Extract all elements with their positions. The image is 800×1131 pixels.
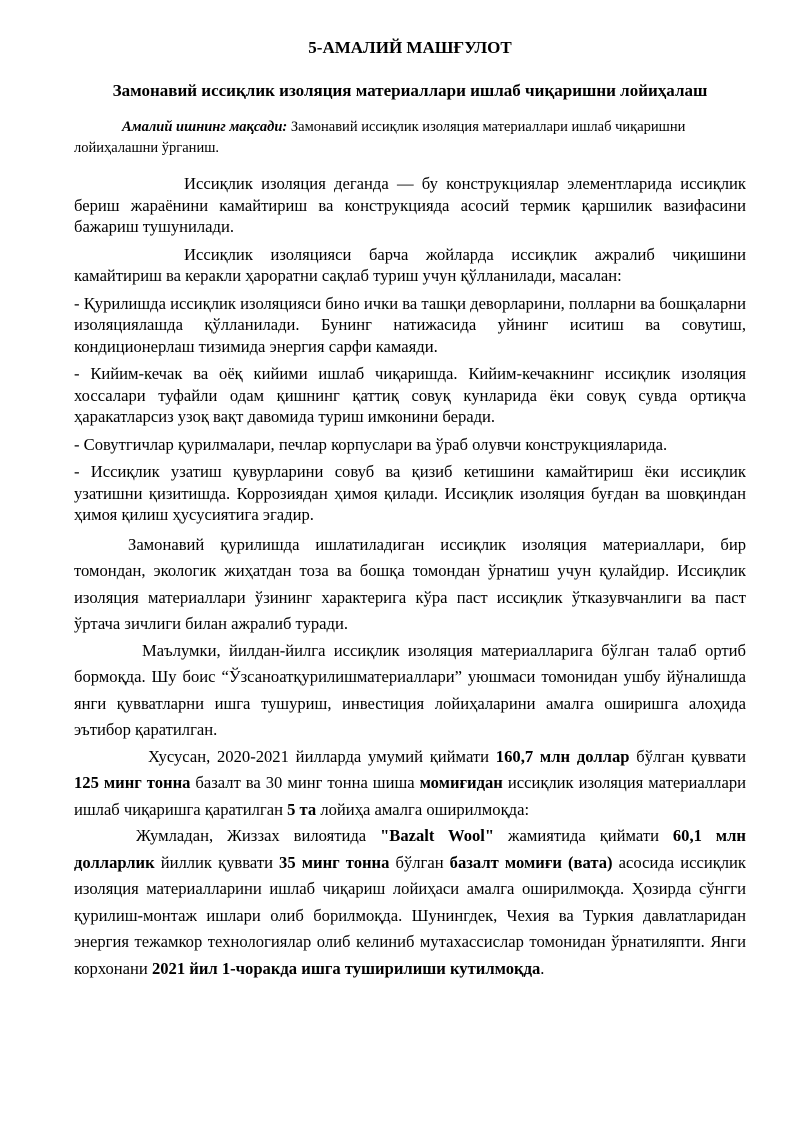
purpose-text: Замонавий иссиқлик изоляция материаллари ишлаб чиқаришни лойиҳалашни ўрганиш.	[74, 119, 686, 156]
page-subtitle: Замонавий иссиқлик изоляция материаллари ишлаб чиқаришни лойиҳалаш	[112, 81, 708, 100]
text-run: асосида иссиқлик изоляция материалларини ишлаб чиқариш лойиҳаси амалга оширилмоқда. Ҳозирда сўнгги қурилиш-монтаж ишлари олиб борилмоқда. Шунингдек, Чехия ва Туркия давлатларидан энергия тежамкор технологиялар олиб келиниб мутахассислар томонидан ўрнатиляпти. Янги корхонани	[74, 852, 746, 978]
text-run: базалт ва 30 минг тонна шиша	[190, 773, 420, 792]
purpose-line	[74, 117, 746, 159]
text-run: иссиқлик изоляция материаллари ишлаб чиқаришга қаратилган	[74, 773, 747, 819]
paragraph-usage: Иссиқлик изоляцияси барча жойларда иссиқлик ажралиб чиқишини камайтириш ва керакли ҳароратни сақлаб туриш учун қўлланилади, масалан:	[74, 244, 746, 285]
paragraph-bazalt-wool	[74, 823, 746, 982]
text-run: бўлган қуввати	[629, 746, 746, 766]
bold-run: 125 минг тонна	[74, 773, 191, 792]
text-run: йиллик қуввати	[154, 852, 280, 872]
purpose-label: Амалий ишнинг мақсади:	[122, 119, 288, 135]
bold-run: момиғидан	[419, 773, 503, 792]
bold-run: 2021 йил 1-чоракда ишга туширилиши кутилмоқда	[151, 958, 541, 978]
bold-run: 35 минг тонна	[279, 852, 390, 872]
text-run: лойиҳа амалга оширилмоқда:	[316, 799, 530, 819]
paragraph-demand: Маълумки, йилдан-йилга иссиқлик изоляция материалларига бўлган талаб ортиб бормоқда. Шу боис “Ўзсаноатқурилишматериаллари” уюшмаси томонидан ушбу йўналишда янги қувватларни ишга тушуриш, инвестиция лойиҳаларини амалга оширишга алоҳида эътибор қаратилган.	[74, 640, 746, 739]
bold-run: 160,7 млн доллар	[495, 746, 630, 766]
bold-run: 5 та	[287, 799, 317, 819]
text-run: Жумладан, Жиззах вилоятида	[136, 826, 381, 845]
list-item-clothing: - Кийим-кечак ва оёқ кийими ишлаб чиқаришда. Кийим-кечакнинг иссиқлик изоляция хоссалари туфайли одам қишнинг қаттиқ совуқ кунларида ёки совуқ сувда ортиқча ҳаракатларсиз узоқ вақт давомида туриш имконини беради.	[74, 364, 746, 426]
bold-run: базалт момиғи (вата)	[449, 852, 613, 872]
text-run: .	[540, 958, 545, 978]
bold-run: 60,1 млн долларлик	[74, 826, 746, 872]
list-item-refrigerators: - Совутгичлар қурилмалари, печлар корпуслари ва ўраб олувчи конструкцияларида.	[74, 434, 668, 454]
bold-run: "Bazalt Wool"	[380, 826, 495, 845]
list-item-pipes: - Иссиқлик узатиш қувурларини совуб ва қизиб кетишини камайтириш ёки иссиқлик узатишни қизитишда. Коррозиядан ҳимоя қилади. Иссиқлик изоляция буғдан ва шовқиндан ҳимоя қилиш ҳусусиятига эгадир.	[74, 462, 746, 524]
paragraph-modern-materials: Замонавий қурилишда ишлатиладиган иссиқлик изоляция материаллари, бир томондан, экологик жиҳатдан тоза ва бошқа томондан ўрнатиш учун қулайдир. Иссиқлик изоляция материаллари ўзининг характерига кўра паст иссиқлик ўтказувчанлиги ва паст ўртача зичлиги билан ажралиб туради.	[74, 534, 746, 633]
page-title: 5-АМАЛИЙ МАШҒУЛОТ	[308, 38, 512, 57]
list-item-construction: - Қурилишда иссиқлик изоляцияси бино ички ва ташқи деворларини, полларни ва бошқаларни изоляциялашда қўлланилади. Бунинг натижасида уйнинг иситиш ва совутиш, кондиционерлаш тизимида энергия сарфи камаяди.	[74, 293, 746, 356]
paragraph-projects	[74, 744, 746, 824]
text-run: жамиятида қиймати	[494, 826, 673, 845]
text-run: Хусусан, 2020-2021 йилларда умумий қиймати	[148, 746, 496, 766]
paragraph-definition: Иссиқлик изоляция деганда — бу конструкциялар элементларида иссиқлик бериш жараёнини камайтириш ва конструкцияда асосий термик қаршилик вазифасини бажариш тушунилади.	[74, 174, 746, 236]
text-run: бўлган	[389, 852, 450, 872]
